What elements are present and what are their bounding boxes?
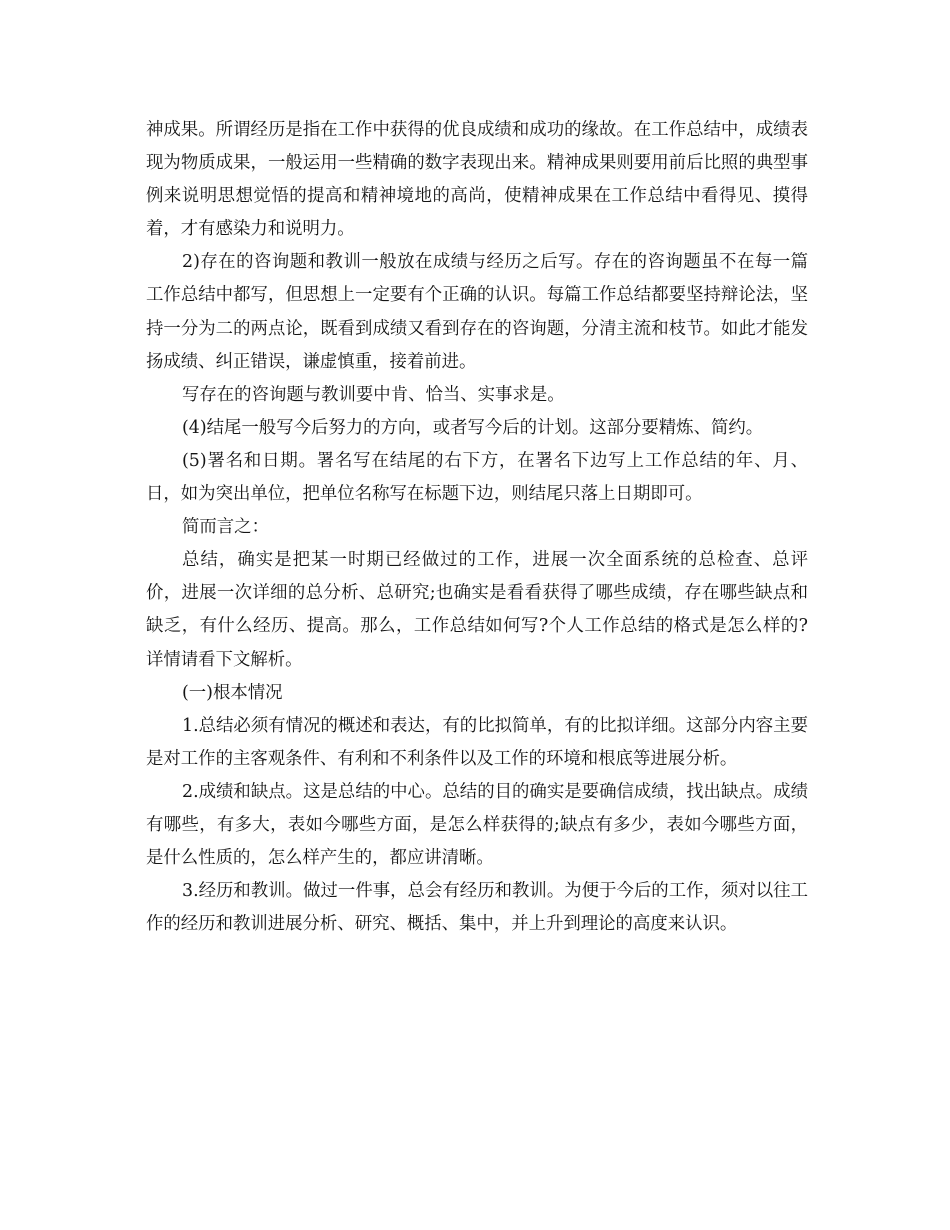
- paragraph-1: 神成果。所谓经历是指在工作中获得的优良成绩和成功的缘故。在工作总结中，成绩表现为物质成果，一般运用一些精确的数字表现出来。精神成果则要用前后比照的典型事例来说明思想觉悟的提高和精神境地的高尚，使精神成果在工作总结中看得见、摸得着，才有感染力和说明力。: [146, 120, 808, 240]
- paragraph-6: 简而言之：: [182, 517, 269, 538]
- paragraph-5: (5)署名和日期。署名写在结尾的右下方，在署名下边写上工作总结的年、月、日，如为突出单位，把单位名称写在标题下边，则结尾只落上日期即可。: [146, 450, 808, 505]
- paragraph-4: (4)结尾一般写今后努力的方向，或者写今后的计划。这部分要精炼、简约。: [182, 417, 764, 438]
- paragraph-11: 3.经历和教训。做过一件事，总会有经历和教训。为便于今后的工作，须对以往工作的经历和教训进展分析、研究、概括、集中，并上升到理论的高度来认识。: [146, 881, 808, 935]
- paragraph-10: 2.成绩和缺点。这是总结的中心。总结的目的确实是要确信成绩，找出缺点。成绩有哪些，有多大，表如今哪些方面，是怎么样获得的;缺点有多少，表如今哪些方面，是什么性质的，怎么样产生的，都应讲清晰。: [146, 781, 808, 869]
- paragraph-9: 1.总结必须有情况的概述和表达，有的比拟简单，有的比拟详细。这部分内容主要是对工作的主客观条件、有利和不利条件以及工作的环境和根底等进展分析。: [146, 715, 808, 769]
- paragraph-7: 总结，确实是把某一时期已经做过的工作，进展一次全面系统的总检查、总评价，进展一次详细的总分析、总研究;也确实是看看获得了哪些成绩，存在哪些缺点和缺乏，有什么经历、提高。那么，工作总结如何写?个人工作总结的格式是怎么样的?详情请看下文解析。: [146, 550, 808, 670]
- paragraph-3: 写存在的咨询题与教训要中肯、恰当、实事求是。: [182, 384, 565, 405]
- document-body: [146, 114, 808, 941]
- paragraph-8: (一)根本情况: [182, 682, 283, 703]
- paragraph-2: 2)存在的咨询题和教训一般放在成绩与经历之后写。存在的咨询题虽不在每一篇工作总结中都写，但思想上一定要有个正确的认识。每篇工作总结都要坚持辩论法，坚持一分为二的两点论，既看到成绩又看到存在的咨询题，分清主流和枝节。如此才能发扬成绩、纠正错误，谦虚慎重，接着前进。: [146, 252, 808, 372]
